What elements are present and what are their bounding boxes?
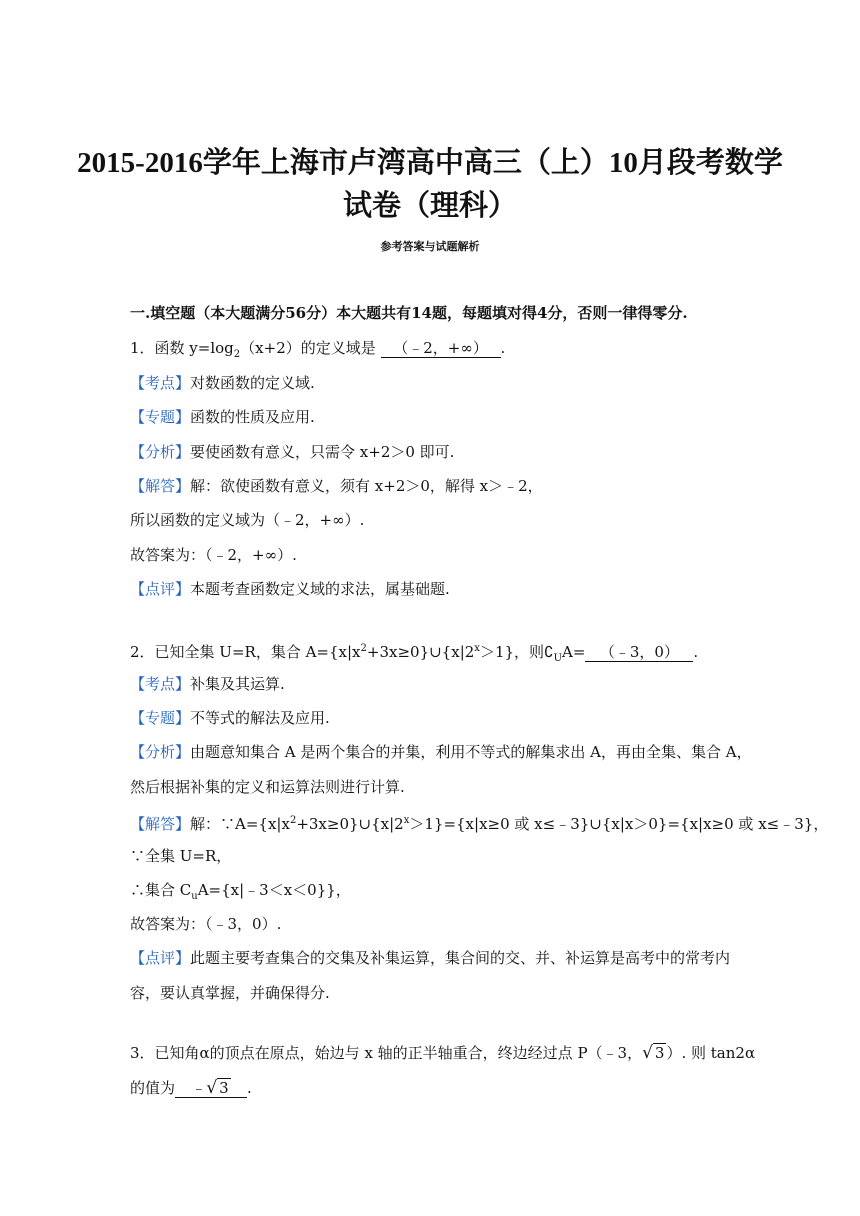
q2-answer: （﹣3，0）	[585, 643, 693, 662]
q1-jieda: 【解答】解：欲使函数有意义，须有 x+2＞0，解得 x＞﹣2，	[130, 477, 543, 495]
q3-answer: ﹣√ 3	[175, 1079, 247, 1098]
section-heading: 一.填空题（本大题满分56分）本大题共有14题，每题填对得4分，否则一律得零分.	[130, 304, 688, 322]
q1-fenxi: 【分析】要使函数有意义，只需令 x+2＞0 即可.	[130, 443, 455, 461]
q3-stem: 3．已知角α的顶点在原点，始边与 x 轴的正半轴重合，终边经过点 P（﹣3，√ 3 ）. 则 tan2α	[130, 1043, 756, 1063]
q2-stem: 2．已知全集 U=R，集合 $A=\{x|x^2+3x\ge 0\}\cup\{x|2^x>1\}$，则$∁_UA=$ （﹣3，0） .	[130, 643, 699, 664]
subtitle: 参考答案与试题解析	[380, 240, 480, 253]
q2-jieda-2: ∵全集 U=R，	[130, 847, 232, 865]
q2-jieda: 【解答】解：$\because A=\{x|x^2+3x\ge 0\}\cup\{x|2^x>1\}=\{x|x\ge 0$ 或 x≤﹣3}∪{x|x＞0}={x|x≥0 或 x≤﹣3}，	[130, 815, 829, 833]
q2-fenxi: 【分析】由题意知集合 A 是两个集合的并集，利用不等式的解集求出 A，再由全集、集合 A，	[130, 743, 752, 761]
q1-kaodian: 【考点】对数函数的定义域.	[130, 374, 315, 392]
q2-jieda-4: 故答案为：（﹣3，0）.	[130, 915, 282, 933]
q1-zhuanti: 【专题】函数的性质及应用.	[130, 408, 315, 426]
q2-dianping: 【点评】此题主要考查集合的交集及补集运算，集合间的交、并、补运算是高考中的常考内	[130, 949, 731, 967]
q1-answer: （﹣2，+∞）	[381, 339, 501, 358]
title-line-1: 2015-2016学年上海市卢湾高中高三（上）10月段考数学	[77, 147, 783, 179]
q3-stem-2: 的值为 ﹣√ 3 .	[130, 1078, 252, 1098]
q2-zhuanti: 【专题】不等式的解法及应用.	[130, 709, 330, 727]
q1-stem: 1．函数 $y=\log_2(x+2)$的定义域是 （﹣2，+∞） .	[130, 339, 506, 360]
q1-jieda-2: 所以函数的定义域为（﹣2，+∞）.	[130, 511, 365, 529]
q1-jieda-3: 故答案为：（﹣2，+∞）.	[130, 546, 297, 564]
q2-dianping-2: 容，要认真掌握，并确保得分.	[130, 984, 330, 1002]
sqrt-3: √ 3	[642, 1043, 665, 1063]
q2-kaodian: 【考点】补集及其运算.	[130, 675, 285, 693]
q2-fenxi-2: 然后根据补集的定义和运算法则进行计算.	[130, 778, 405, 796]
q1-dianping: 【点评】本题考查函数定义域的求法，属基础题.	[130, 580, 450, 598]
q2-jieda-3: ∴集合 $C_uA=\{x|﹣3<x<0\}$}，	[130, 881, 351, 902]
title-line-2: 试卷（理科）	[342, 190, 517, 222]
